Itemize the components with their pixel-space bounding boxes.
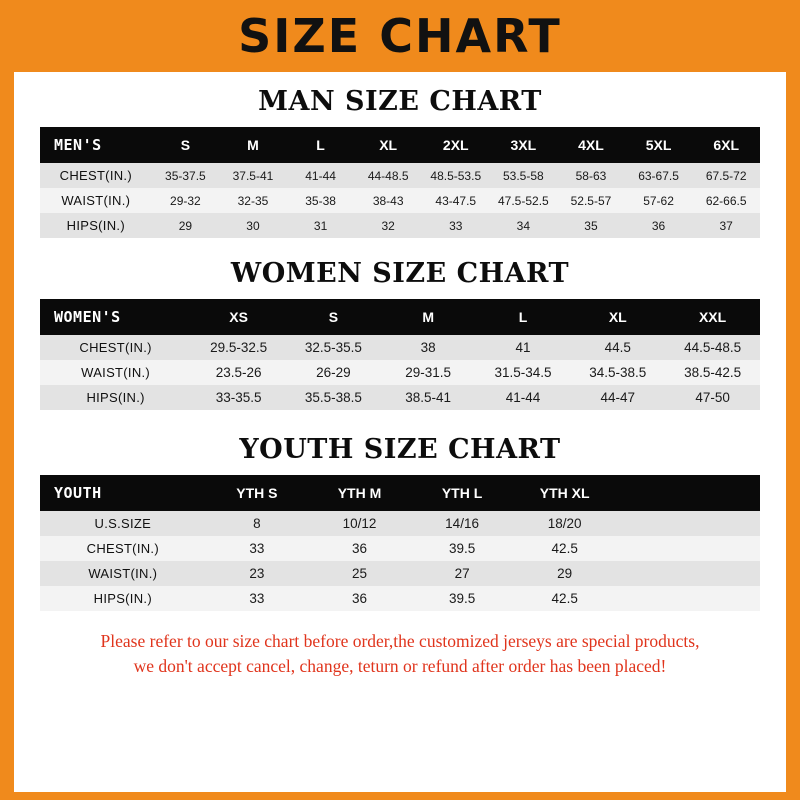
- row-label-us-size: U.S.SIZE: [94, 516, 152, 531]
- cell: 32: [381, 218, 395, 233]
- cell: 32.5-35.5: [304, 340, 362, 355]
- footer-note-line-1: Please refer to our size chart before order,the customized jerseys are special products,: [100, 631, 700, 651]
- cell: 38.5-42.5: [684, 365, 742, 380]
- cell: 38: [420, 340, 436, 355]
- table-row: [40, 536, 760, 561]
- col-header-xl: XL: [379, 137, 398, 153]
- table-row: [40, 360, 760, 385]
- cell: 29: [178, 218, 193, 233]
- col-header-yth-m: YTH M: [337, 485, 382, 501]
- cell: 35.5-38.5: [304, 390, 362, 405]
- table-row: [40, 586, 760, 611]
- cell: [616, 586, 760, 611]
- cell: 34.5-38.5: [589, 365, 647, 380]
- cell: 39.5: [448, 541, 476, 556]
- table-header-row: [40, 299, 760, 335]
- cell: 36: [651, 218, 666, 233]
- cell: 31.5-34.5: [494, 365, 552, 380]
- cell: 57-62: [643, 193, 674, 208]
- col-header-5xl: 5XL: [645, 137, 672, 153]
- col-header-yth-l: YTH L: [441, 485, 483, 501]
- cell: 29-32: [170, 193, 201, 208]
- cell: 38.5-41: [405, 390, 452, 405]
- cell: 30: [246, 218, 260, 233]
- cell: 33: [249, 591, 265, 606]
- cell: 44.5-48.5: [684, 340, 742, 355]
- col-header-m: M: [422, 309, 435, 325]
- col-header-xs: XS: [229, 309, 248, 325]
- header-banner: [0, 0, 800, 72]
- cell: 37: [719, 218, 733, 233]
- col-header-3xl: 3XL: [510, 137, 537, 153]
- cell: 52.5-57: [570, 193, 612, 208]
- col-header-l: L: [518, 309, 528, 325]
- col-header-mens: MEN'S: [54, 136, 102, 154]
- cell: 14/16: [445, 516, 479, 531]
- cell: 10/12: [342, 516, 377, 531]
- row-label-hips: HIPS(IN.): [66, 218, 125, 233]
- cell: 36: [351, 541, 367, 556]
- cell: 8: [253, 516, 261, 531]
- cell: 38-43: [372, 193, 404, 208]
- col-header-m: M: [247, 137, 259, 153]
- cell: 18/20: [547, 516, 582, 531]
- cell: 42.5: [551, 541, 578, 556]
- cell: 35-37.5: [165, 168, 206, 183]
- cell: 62-66.5: [705, 193, 747, 208]
- content: [14, 86, 786, 680]
- cell: 29.5-32.5: [210, 340, 268, 355]
- col-header-yth-s: YTH S: [236, 485, 278, 501]
- cell: 41-44: [305, 168, 336, 183]
- col-header-yth-xl: YTH XL: [539, 485, 590, 501]
- cell: 41: [515, 340, 531, 355]
- bottom-accent-bar: [0, 792, 800, 800]
- man-size-table: [40, 127, 760, 238]
- page-title: SIZE CHART: [238, 9, 562, 63]
- row-label-chest: CHEST(IN.): [86, 541, 159, 556]
- cell: [616, 536, 760, 561]
- cell: 42.5: [551, 591, 578, 606]
- cell: 33: [449, 218, 463, 233]
- row-label-hips: HIPS(IN.): [93, 591, 152, 606]
- cell: 29-31.5: [405, 365, 452, 380]
- cell: 43-47.5: [435, 193, 477, 208]
- cell: 35: [584, 218, 598, 233]
- cell: 58-63: [575, 168, 607, 183]
- footer-note-line-2: we don't accept cancel, change, teturn or refund after order has been placed!: [133, 656, 667, 677]
- cell: 47.5-52.5: [498, 193, 549, 208]
- cell: 47-50: [695, 390, 730, 405]
- cell: 33: [249, 541, 265, 556]
- row-label-waist: WAIST(IN.): [88, 566, 158, 581]
- col-header-xl: XL: [608, 309, 627, 325]
- col-header-empty: [616, 475, 760, 511]
- cell: 37.5-41: [232, 168, 274, 183]
- cell: 53.5-58: [503, 168, 544, 183]
- cell: 36: [351, 591, 367, 606]
- table-row: [40, 213, 760, 238]
- table-header-row: [40, 127, 760, 163]
- col-header-6xl: 6XL: [713, 137, 740, 153]
- cell: 26-29: [316, 365, 351, 380]
- col-header-4xl: 4XL: [578, 137, 604, 153]
- youth-size-table: [40, 475, 760, 611]
- col-header-youth: YOUTH: [54, 484, 102, 502]
- col-header-xxl: XXL: [698, 309, 727, 325]
- youth-section-title: YOUTH SIZE CHART: [239, 434, 561, 465]
- row-label-hips: HIPS(IN.): [86, 390, 145, 405]
- cell: 34: [516, 218, 531, 233]
- cell: 67.5-72: [705, 168, 747, 183]
- man-section-title: MAN SIZE CHART: [258, 86, 542, 117]
- cell: 39.5: [448, 591, 476, 606]
- col-header-s: S: [328, 309, 339, 325]
- cell: 44-47: [600, 390, 636, 405]
- cell: [616, 511, 760, 536]
- women-size-table: [40, 299, 760, 410]
- cell: 23: [249, 566, 265, 581]
- table-row: [40, 385, 760, 410]
- table-row: [40, 511, 760, 536]
- cell: 33-35.5: [215, 390, 262, 405]
- col-header-l: L: [316, 137, 325, 153]
- cell: 63-67.5: [638, 168, 679, 183]
- row-label-waist: WAIST(IN.): [61, 193, 131, 208]
- cell: 44.5: [604, 340, 631, 355]
- table-row: [40, 163, 760, 188]
- row-label-chest: CHEST(IN.): [59, 168, 132, 183]
- cell: [616, 561, 760, 586]
- footer-note: [40, 629, 760, 680]
- table-header-row: [40, 475, 760, 511]
- cell: 25: [351, 566, 367, 581]
- cell: 41-44: [505, 390, 541, 405]
- col-header-2xl: 2XL: [442, 137, 469, 153]
- row-label-waist: WAIST(IN.): [81, 365, 151, 380]
- table-row: [40, 188, 760, 213]
- col-header-womens: WOMEN'S: [54, 308, 121, 326]
- cell: 23.5-26: [215, 365, 262, 380]
- cell: 44-48.5: [367, 168, 409, 183]
- cell: 35-38: [305, 193, 336, 208]
- cell: 29: [557, 566, 573, 581]
- cell: 27: [454, 566, 470, 581]
- cell: 31: [313, 218, 328, 233]
- col-header-s: S: [180, 137, 191, 153]
- women-section-title: WOMEN SIZE CHART: [230, 258, 570, 289]
- cell: 48.5-53.5: [430, 168, 482, 183]
- table-row: [40, 335, 760, 360]
- cell: 32-35: [237, 193, 269, 208]
- row-label-chest: CHEST(IN.): [79, 340, 152, 355]
- table-row: [40, 561, 760, 586]
